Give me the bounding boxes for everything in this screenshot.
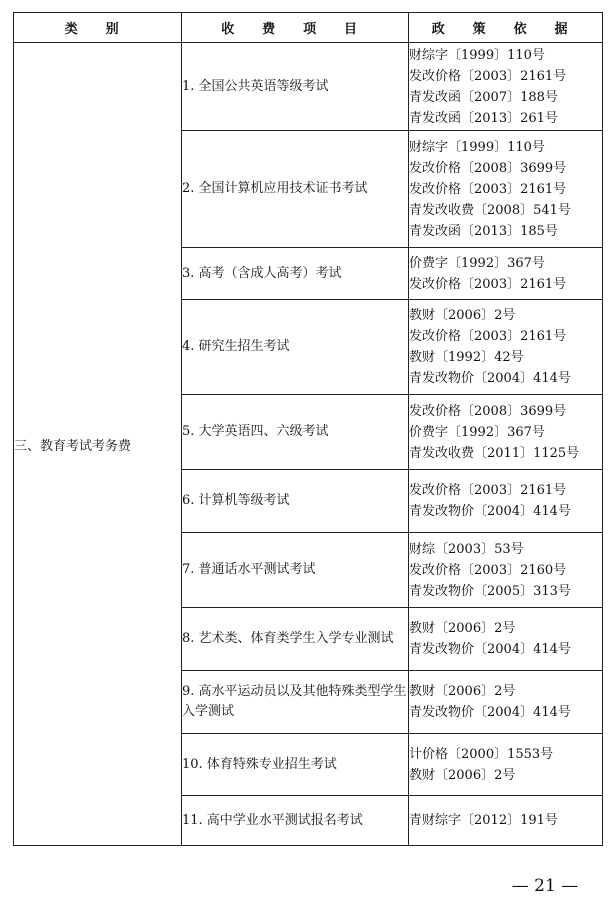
policy-reference: 发改价格〔2003〕2161号 (409, 181, 567, 197)
policy-basis-cell (409, 248, 603, 300)
policy-reference: 价费字〔1992〕367号 (409, 424, 545, 440)
table-row (14, 43, 603, 131)
policy-reference: 青发改物价〔2004〕414号 (409, 371, 571, 386)
policy-reference: 发改价格〔2003〕2161号 (409, 276, 567, 292)
fee-item-cell: 7. 普通话水平测试考试 (182, 533, 409, 608)
policy-basis-cell (409, 470, 603, 533)
page-number: — 21 — (511, 876, 579, 896)
fee-item-cell: 9. 高水平运动员以及其他特殊类型学生入学测试 (182, 671, 409, 734)
table-header-row (14, 13, 603, 43)
category-cell: 三、教育考试考务费 (14, 43, 182, 846)
policy-reference: 教财〔2006〕2号 (409, 684, 516, 699)
policy-basis-cell (409, 608, 603, 671)
policy-reference: 青发改收费〔2011〕1125号 (409, 445, 580, 461)
header-policy-basis: 政 策 依 据 (409, 13, 603, 43)
fee-item-cell: 3. 高考（含成人高考）考试 (182, 248, 409, 300)
header-category: 类 别 (14, 13, 182, 43)
policy-reference: 青发改函〔2007〕188号 (409, 89, 558, 105)
policy-reference: 青发改函〔2013〕185号 (409, 223, 558, 239)
policy-reference: 教财〔2006〕2号 (409, 621, 516, 636)
policy-basis-cell (409, 395, 603, 470)
policy-reference: 发改价格〔2008〕3699号 (409, 403, 567, 419)
policy-reference: 青发改物价〔2004〕414号 (409, 705, 571, 720)
fee-item-cell: 1. 全国公共英语等级考试 (182, 43, 409, 131)
policy-reference: 财综字〔1999〕110号 (409, 47, 545, 63)
fee-item-cell: 8. 艺术类、体育类学生入学专业测试 (182, 608, 409, 671)
policy-reference: 发改价格〔2003〕2161号 (409, 329, 567, 344)
policy-reference: 发改价格〔2003〕2160号 (409, 562, 567, 578)
policy-basis-cell (409, 734, 603, 796)
policy-basis-cell (409, 671, 603, 734)
policy-reference: 教财〔1992〕42号 (409, 350, 524, 365)
policy-reference: 青发改物价〔2005〕313号 (409, 583, 571, 599)
fee-item-cell: 2. 全国计算机应用技术证书考试 (182, 131, 409, 248)
policy-reference: 发改价格〔2008〕3699号 (409, 160, 567, 176)
policy-reference: 青发改函〔2013〕261号 (409, 110, 558, 126)
policy-reference: 财综〔2003〕53号 (409, 541, 524, 557)
policy-basis-cell (409, 43, 603, 131)
fee-item-cell: 6. 计算机等级考试 (182, 470, 409, 533)
policy-reference: 发改价格〔2003〕2161号 (409, 68, 567, 84)
fee-item-cell: 11. 高中学业水平测试报名考试 (182, 796, 409, 846)
fee-item-cell: 5. 大学英语四、六级考试 (182, 395, 409, 470)
fee-table (13, 12, 603, 846)
policy-reference: 青发改收费〔2008〕541号 (409, 202, 571, 218)
policy-reference: 发改价格〔2003〕2161号 (409, 483, 567, 498)
policy-reference: 财综字〔1999〕110号 (409, 139, 545, 155)
policy-reference: 青财综字〔2012〕191号 (409, 813, 558, 828)
policy-reference: 青发改物价〔2004〕414号 (409, 504, 571, 519)
header-fee-item: 收 费 项 目 (182, 13, 409, 43)
policy-basis-cell (409, 131, 603, 248)
policy-reference: 青发改物价〔2004〕414号 (409, 642, 571, 657)
policy-reference: 计价格〔2000〕1553号 (409, 746, 554, 762)
policy-reference: 教财〔2006〕2号 (409, 767, 516, 783)
policy-reference: 价费字〔1992〕367号 (409, 255, 545, 271)
fee-item-cell: 10. 体育特殊专业招生考试 (182, 734, 409, 796)
fee-item-cell: 4. 研究生招生考试 (182, 300, 409, 395)
policy-basis-cell (409, 796, 603, 846)
policy-reference: 教财〔2006〕2号 (409, 308, 516, 323)
policy-basis-cell (409, 300, 603, 395)
policy-basis-cell (409, 533, 603, 608)
